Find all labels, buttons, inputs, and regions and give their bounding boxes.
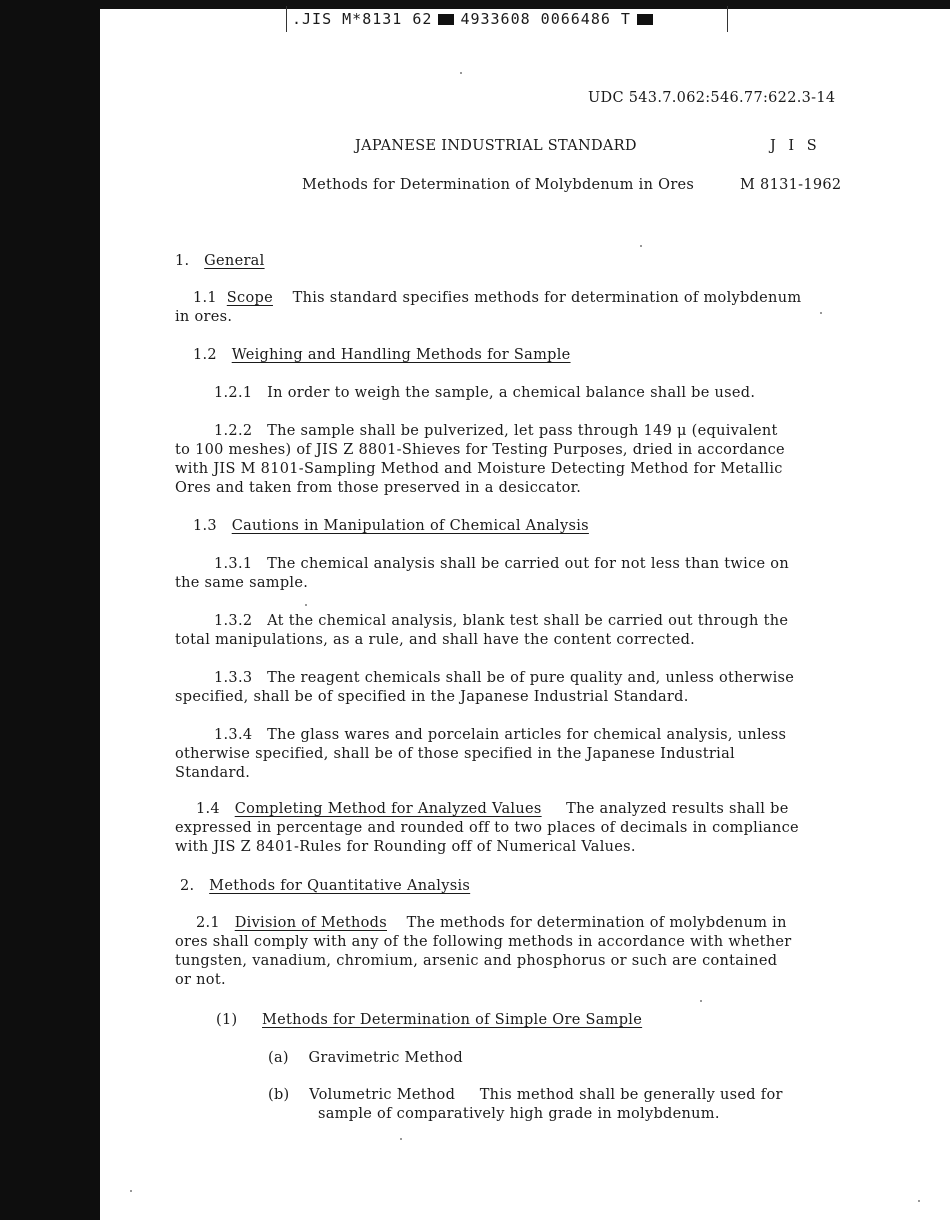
clause-1-2: 1.2 Weighing and Handling Methods for Sample <box>193 347 571 363</box>
clause-text-line: specified, shall be of specified in the Japanese Industrial Standard. <box>175 689 689 705</box>
clause-text-line: with JIS M 8101-Sampling Method and Moisture Detecting Method for Metallic <box>175 461 783 477</box>
clause-text-line: total manipulations, as a rule, and shall have the content corrected. <box>175 632 696 648</box>
clause-text-line: tungsten, vanadium, chromium, arsenic and phosphorus or such are contained <box>175 953 778 969</box>
clause-text-line: Ores and taken from those preserved in a desiccator. <box>175 480 582 496</box>
clause-text-line: with JIS Z 8401-Rules for Rounding off of Numerical Values. <box>175 839 636 855</box>
clause-1-3-3: 1.3.3 The reagent chemicals shall be of pure quality and, unless otherwise <box>214 670 795 686</box>
clause-text-line: in ores. <box>175 309 233 325</box>
redaction-bar <box>438 14 454 25</box>
document-code-header <box>292 10 659 28</box>
clause-text-line: expressed in percentage and rounded off to two places of decimals in compliance <box>175 820 799 836</box>
clause-1-3-4: 1.3.4 The glass wares and porcelain articles for chemical analysis, unless <box>214 727 787 743</box>
clause-1-3: 1.3 Cautions in Manipulation of Chemical Analysis <box>193 518 589 534</box>
scan-speck <box>400 1138 402 1140</box>
document-number: M 8131-1962 <box>740 177 842 193</box>
clause-text-line: or not. <box>175 972 226 988</box>
document-code-part1: .JIS M*8131 62 <box>292 10 433 28</box>
clause-text-line: ores shall comply with any of the following methods in accordance with whether <box>175 934 792 950</box>
jis-mark: J I S <box>770 138 821 154</box>
scan-speck <box>305 604 307 606</box>
list-item-b: (b) Volumetric Method This method shall be generally used for <box>268 1087 783 1103</box>
scan-speck <box>460 72 462 74</box>
clause-text-line: sample of comparatively high grade in molybdenum. <box>318 1106 720 1122</box>
clause-text-line: to 100 meshes) of JIS Z 8801-Shieves for Testing Purposes, dried in accordance <box>175 442 785 458</box>
list-item-a: (a) Gravimetric Method <box>268 1050 463 1066</box>
udc-number: UDC 543.7.062:546.77:622.3-14 <box>588 90 836 106</box>
scan-speck <box>640 245 642 247</box>
clause-1-4: 1.4 Completing Method for Analyzed Values The analyzed results shall be <box>196 801 789 817</box>
clause-text-line: Standard. <box>175 765 251 781</box>
clause-1-1: 1.1 Scope This standard specifies methods for determination of molybdenum <box>193 290 802 306</box>
list-item-1: (1) Methods for Determination of Simple Ore Sample <box>216 1012 643 1028</box>
clause-1-2-2: 1.2.2 The sample shall be pulverized, let pass through 149 μ (equivalent <box>214 423 778 439</box>
clause-1-3-1: 1.3.1 The chemical analysis shall be carried out for not less than twice on <box>214 556 789 572</box>
scan-speck <box>820 312 822 314</box>
scan-speck <box>700 1000 702 1002</box>
redaction-bar <box>637 14 653 25</box>
clause-text-line: the same sample. <box>175 575 309 591</box>
clause-1-3-2: 1.3.2 At the chemical analysis, blank test shall be carried out through the <box>214 613 789 629</box>
scan-speck <box>918 1200 920 1202</box>
section-heading: 1. General <box>175 253 265 269</box>
clause-1-2-1: 1.2.1 In order to weigh the sample, a chemical balance shall be used. <box>214 385 756 401</box>
standard-title: JAPANESE INDUSTRIAL STANDARD <box>355 138 637 154</box>
document-code-part2: 4933608 0066486 T <box>460 10 631 28</box>
clause-2-1: 2.1 Division of Methods The methods for determination of molybdenum in <box>196 915 787 931</box>
scan-left-border <box>0 0 100 1220</box>
section-heading: 2. Methods for Quantitative Analysis <box>180 878 471 894</box>
scan-speck <box>130 1190 132 1192</box>
document-title: Methods for Determination of Molybdenum in Ores <box>302 177 695 193</box>
clause-text-line: otherwise specified, shall be of those specified in the Japanese Industrial <box>175 746 735 762</box>
